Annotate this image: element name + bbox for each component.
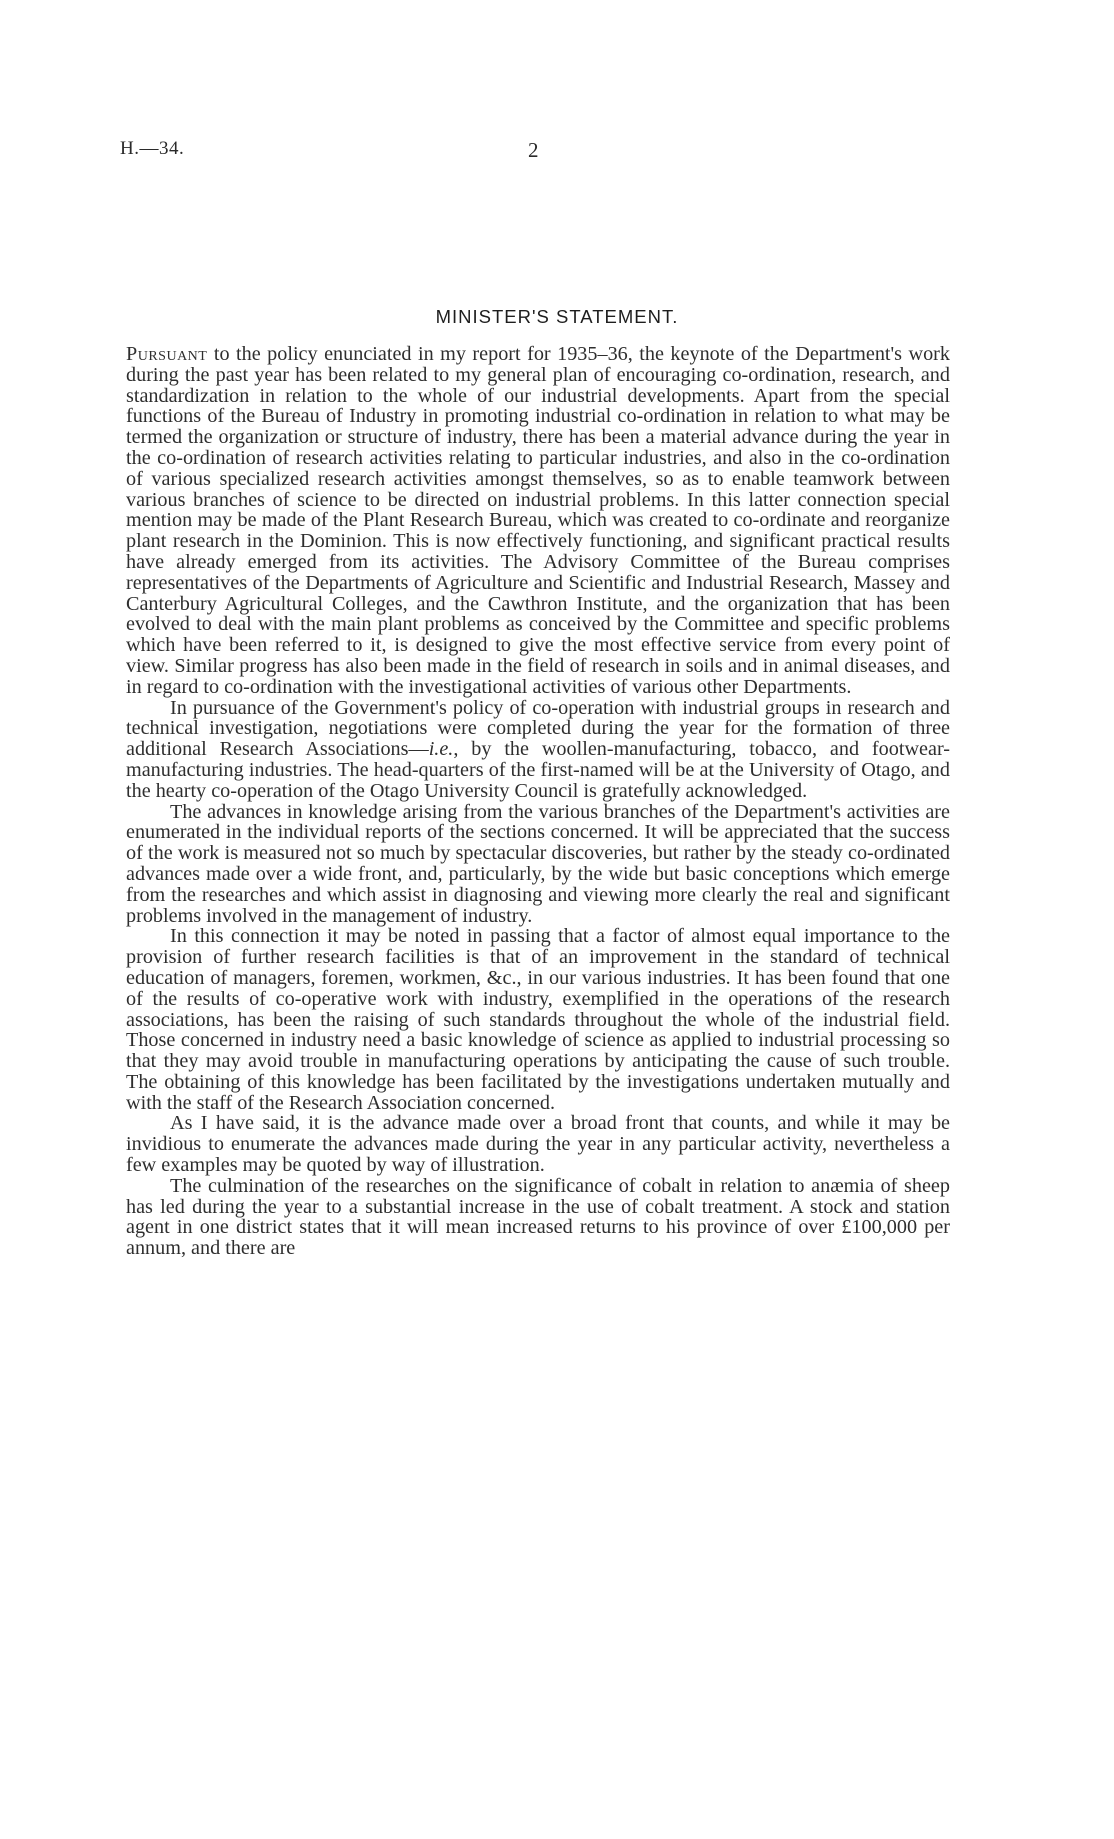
italic-abbreviation: i.e. [428, 738, 454, 761]
page-number: 2 [528, 138, 539, 162]
page-title: MINISTER'S STATEMENT. [435, 306, 679, 327]
paragraph-text: to the policy enunciated in my report for 1935–36, the keynote of the Department's work during the past year has been related to my general plan of encouraging co-ordination, research, and standardization in relation to the whole of our industrial developments. Apart from the special functions of the Bureau of Industry in promoting industrial co-ordination in relation to what may be termed the organization or structure of industry, there has been a material advance during the year in the co-ordination of research activities relating to particular industries, and also in the co-ordination of various specialized research activities amongst themselves, so as to enable teamwork between various branches of science to be directed on industrial problems. In this latter connection special mention may be made of the Plant Research Bureau, which was created to co-ordinate and reorganize plant research in the Dominion. This is now effectively functioning, and significant practical results have already emerged from its activities. The Advisory Committee of the Bureau comprises representatives of the Departments of Agriculture and Scientific and Industrial Research, Massey and Canterbury Agricultural Colleges, and the Cawthron Institute, and the organization that has been evolved to deal with the main plant problems as conceived by the Committee and specific problems which have been referred to it, is designed to give the most effective service from every point of view. Similar progress has also been made in the field of research in soils and in animal diseases, and in regard to co-ordination with the investigational activities of various other Departments. [126, 343, 950, 698]
paragraph [126, 344, 950, 698]
lead-word: Pursuant [126, 343, 208, 365]
paragraph-text: In pursuance of the Government's policy of co-operation with industrial groups in research and technical investigation, negotiations were completed during the year for the formation of three additional Research Associations— [126, 696, 950, 761]
paragraph: In this connection it may be noted in passing that a factor of almost equal importance to the provision of further research facilities is that of an improvement in the standard of technical education of managers, foremen, workmen, &c., in our various industries. It has been found that one of the results of co-operative work with industry, exemplified in the operations of the research associations, has been the raising of such standards throughout the whole of the industrial field. Those concerned in industry need a basic knowledge of science as applied to industrial processing so that they may avoid trouble in manufacturing operations by anticipating the cause of such trouble. The obtaining of this knowledge has been facilitated by the investigations undertaken mutually and with the staff of the Research Association concerned. [126, 925, 950, 1114]
paragraph: As I have said, it is the advance made over a broad front that counts, and while it may be invidious to enumerate the advances made during the year in any particular activity, nevertheless a few examples may be quoted by way of illustration. [126, 1112, 950, 1177]
paragraph: The culmination of the researches on the significance of cobalt in relation to anæmia of sheep has led during the year to a substantial increase in the use of cobalt treatment. A stock and station agent in one district states that it will mean increased returns to his province of over £100,000 per annum, and there are [126, 1174, 950, 1260]
paragraph-text: , by the woollen-manufacturing, tobacco, and footwear-manufacturing industries. The head-quarters of the first-named will be at the University of Otago, and the hearty co-operation of the Otago University Council is gratefully acknowledged. [126, 738, 950, 802]
document-reference: H.—34. [120, 138, 185, 159]
paragraph [126, 698, 950, 802]
paragraph: The advances in knowledge arising from the various branches of the Department's activities are enumerated in the individual reports of the sections concerned. It will be appreciated that the success of the work is measured not so much by spectacular discoveries, but rather by the steady co-ordinated advances made over a wide front, and, particularly, by the wide but basic conceptions which emerge from the researches and which assist in diagnosing and viewing more clearly the real and significant problems involved in the management of industry. [126, 800, 950, 927]
statement-body [126, 344, 950, 1259]
